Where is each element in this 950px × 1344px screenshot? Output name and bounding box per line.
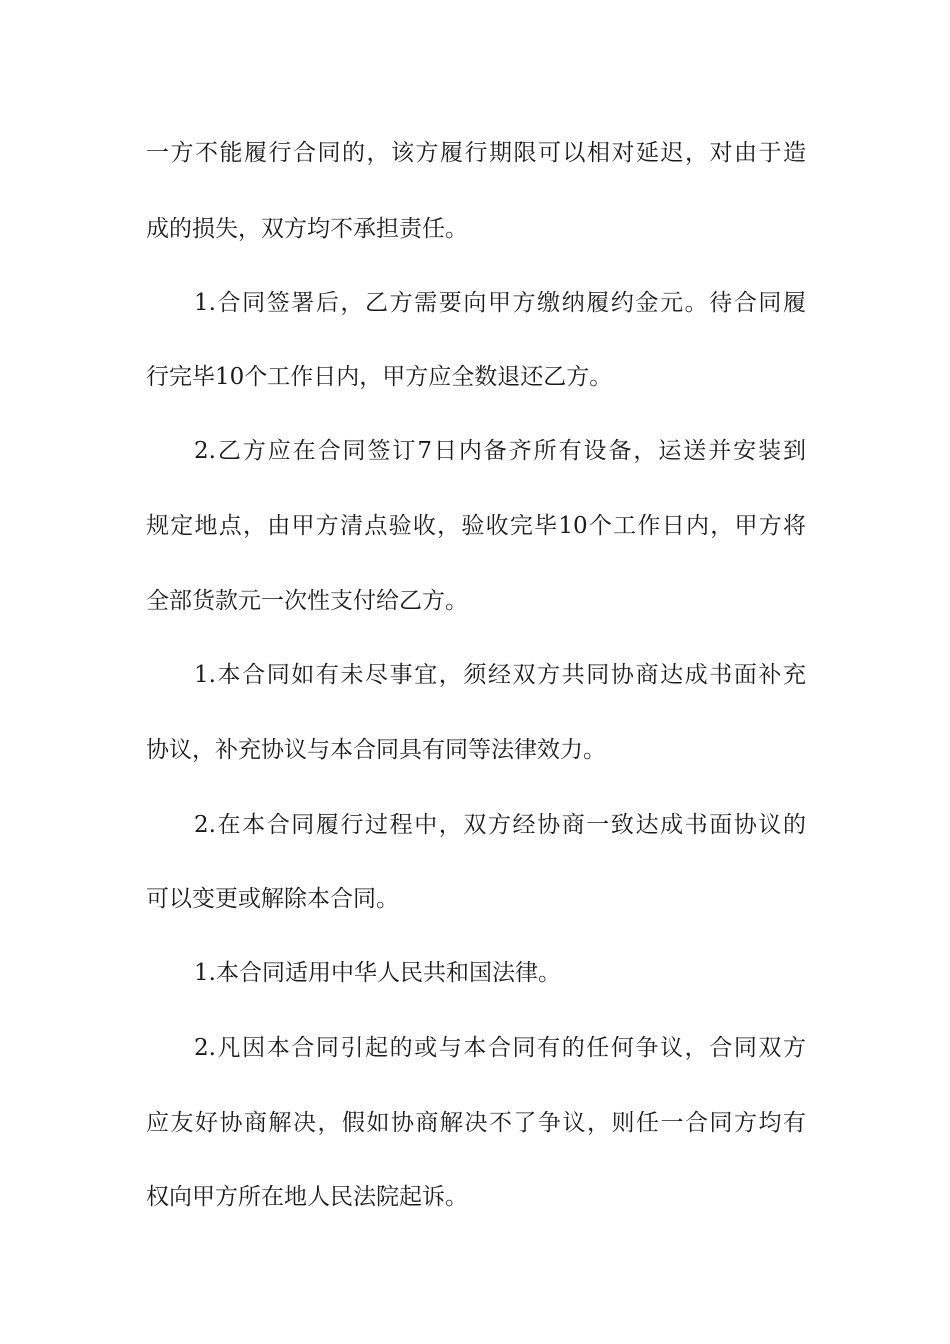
- paragraph-line: 应友好协商解决，假如协商解决不了争议，则任一合同方均有: [146, 1110, 806, 1136]
- paragraph-line: 协议，补充协议与本合同具有同等法律效力。: [146, 737, 606, 763]
- paragraph-line: 成的损失，双方均不承担责任。: [146, 216, 468, 242]
- paragraph-line: 2.凡因本合同引起的或与本合同有的任何争议，合同双方: [194, 1035, 806, 1061]
- paragraph-line: 全部货款元一次性支付给乙方。: [146, 588, 468, 614]
- paragraph-line: 权向甲方所在地人民法院起诉。: [146, 1184, 468, 1210]
- paragraph-line: 1.本合同适用中华人民共和国法律。: [194, 960, 561, 986]
- paragraph-line: 2.在本合同履行过程中，双方经协商一致达成书面协议的: [194, 812, 806, 838]
- paragraph-line: 行完毕10个工作日内，甲方应全数退还乙方。: [146, 364, 613, 390]
- paragraph-line: 2.乙方应在合同签订7日内备齐所有设备，运送并安装到: [194, 438, 806, 464]
- paragraph-line: 可以变更或解除本合同。: [146, 886, 399, 912]
- paragraph-line: 一方不能履行合同的，该方履行期限可以相对延迟，对由于造: [146, 140, 806, 166]
- paragraph-line: 1.合同签署后，乙方需要向甲方缴纳履约金元。待合同履: [194, 290, 806, 316]
- paragraph-line: 规定地点，由甲方清点验收，验收完毕10个工作日内，甲方将: [146, 513, 806, 539]
- paragraph-line: 1.本合同如有未尽事宜，须经双方共同协商达成书面补充: [194, 662, 806, 688]
